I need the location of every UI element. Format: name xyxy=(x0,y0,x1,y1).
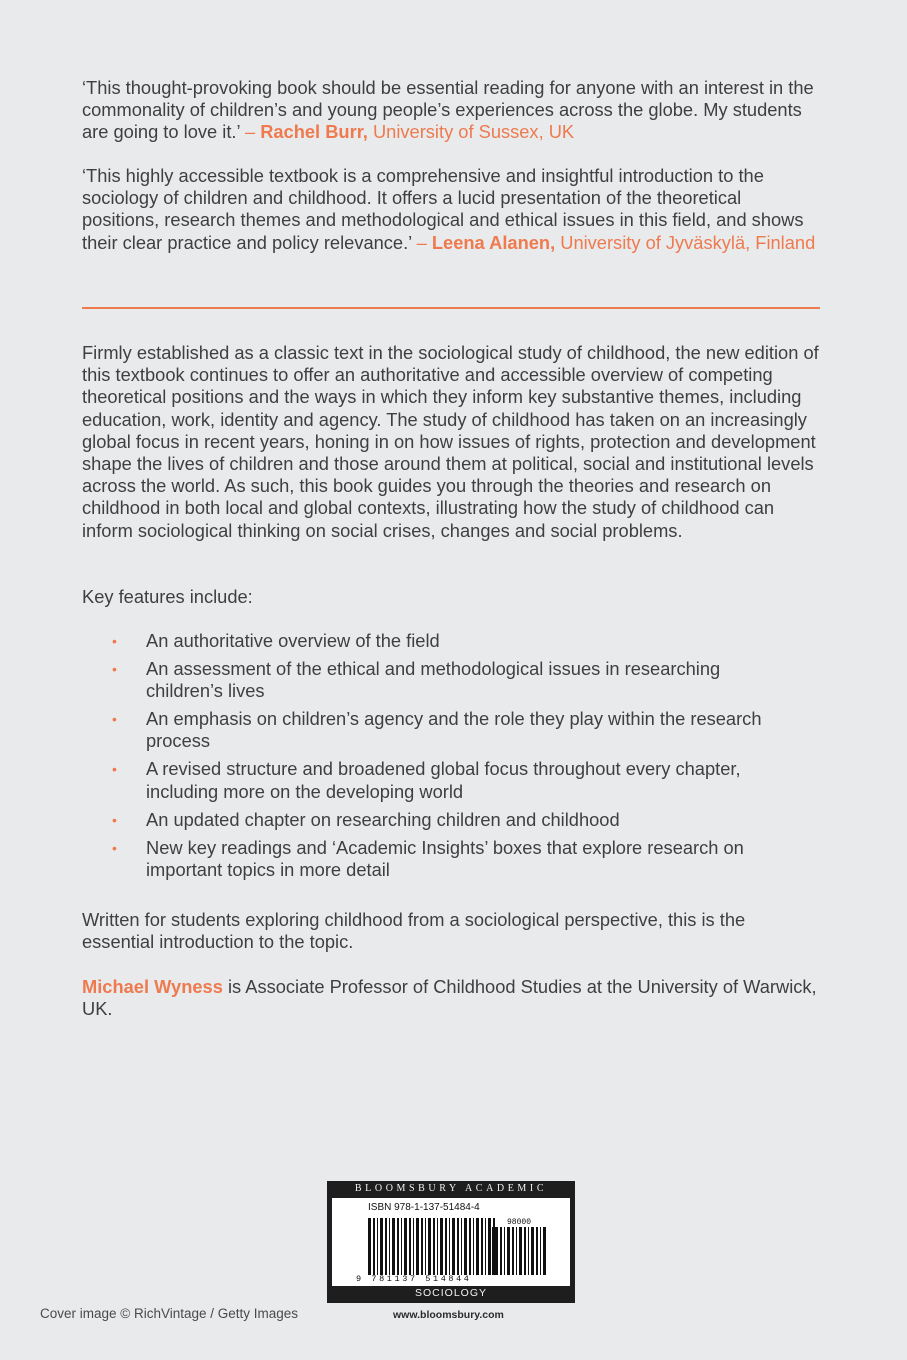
cover-credit: Cover image © RichVintage / Getty Images xyxy=(40,1306,299,1321)
quote-affiliation: University of Sussex, UK xyxy=(367,121,575,143)
book-description: Firmly established as a classic text in the sociological study of childhood, the new edition of this textbook continues to offer an authoritative and accessible overview of competing theoretical positions and the ways in which they inform key substantive themes, including education, work, identity and agency. The study of childhood has taken on an increasingly global focus in recent years, honing in on how issues of rights, protection and development shape the lives of children and those around them at political, social and institutional levels across the world. As such, this book guides you through the theories and research on childhood in both local and global contexts, illustrating how the study of childhood can inform sociological thinking on social crises, changes and social problems. xyxy=(82,342,819,541)
barcode-block xyxy=(327,1181,575,1303)
author-name: Michael Wyness xyxy=(82,976,223,997)
subject-label: SOCIOLOGY xyxy=(414,1287,487,1299)
list-item xyxy=(82,658,802,702)
author-bio-text: is Associate Professor of Childhood Studies at the University of Warwick, UK. xyxy=(82,976,817,1020)
list-item xyxy=(82,758,802,802)
bullet-icon: • xyxy=(112,839,117,856)
bullet-icon: • xyxy=(112,761,117,778)
barcode-digits: 9 781137 514844 xyxy=(356,1274,472,1284)
endorsement-quote-1 xyxy=(82,77,822,144)
bullet-icon: • xyxy=(112,711,117,728)
feature-text: An emphasis on children’s agency and the role they play within the research process xyxy=(146,708,762,752)
features-intro: Key features include: xyxy=(82,586,253,607)
feature-text: An authoritative overview of the field xyxy=(146,630,440,651)
website-link[interactable]: www.bloomsbury.com xyxy=(393,1309,504,1321)
feature-text: An assessment of the ethical and methodological issues in researching children’s lives xyxy=(146,658,721,702)
features-list xyxy=(82,630,802,887)
list-item xyxy=(82,708,802,752)
barcode-addon-bars xyxy=(488,1227,546,1275)
bullet-icon: • xyxy=(112,633,117,649)
list-item xyxy=(82,809,802,831)
barcode-panel xyxy=(332,1198,570,1286)
quote-author: Rachel Burr, xyxy=(260,121,368,143)
feature-text: New key readings and ‘Academic Insights’ boxes that explore research on important topics in more detail xyxy=(146,836,744,880)
quote-affiliation: University of Jyväskylä, Finland xyxy=(555,231,816,253)
quote-author: Leena Alanen, xyxy=(431,231,556,253)
quote-dash: – xyxy=(239,121,261,143)
publisher-name: BLOOMSBURY ACADEMIC xyxy=(354,1183,548,1194)
list-item xyxy=(82,837,802,881)
price-code: 98000 xyxy=(507,1218,532,1227)
quote-text: ‘This highly accessible textbook is a comprehensive and insightful introduction to the sociology of children and childhood. It offers a lucid presentation of the theoretical positions, research themes and methodological and ethical issues in this field, and shows their clear practice and policy relevance.’ xyxy=(82,165,804,253)
feature-text: A revised structure and broadened global focus throughout every chapter, including more on the developing world xyxy=(146,758,741,802)
section-divider xyxy=(82,307,820,309)
barcode-bars xyxy=(368,1218,496,1275)
bullet-icon: • xyxy=(112,661,117,677)
bullet-icon: • xyxy=(112,811,117,828)
quote-text: ‘This thought-provoking book should be essential reading for anyone with an interest in the commonality of children’s and young people’s experiences across the globe. My students are going to love it.’ xyxy=(82,77,814,143)
audience-statement: Written for students exploring childhood from a sociological perspective, this is the essential introduction to the topic. xyxy=(82,909,746,953)
author-bio xyxy=(82,976,822,1020)
list-item xyxy=(82,630,802,652)
endorsement-quote-2 xyxy=(82,165,822,254)
quote-dash: – xyxy=(411,231,432,253)
isbn-label: ISBN 978-1-137-51484-4 xyxy=(368,1202,480,1213)
feature-text: An updated chapter on researching children and childhood xyxy=(146,808,620,830)
